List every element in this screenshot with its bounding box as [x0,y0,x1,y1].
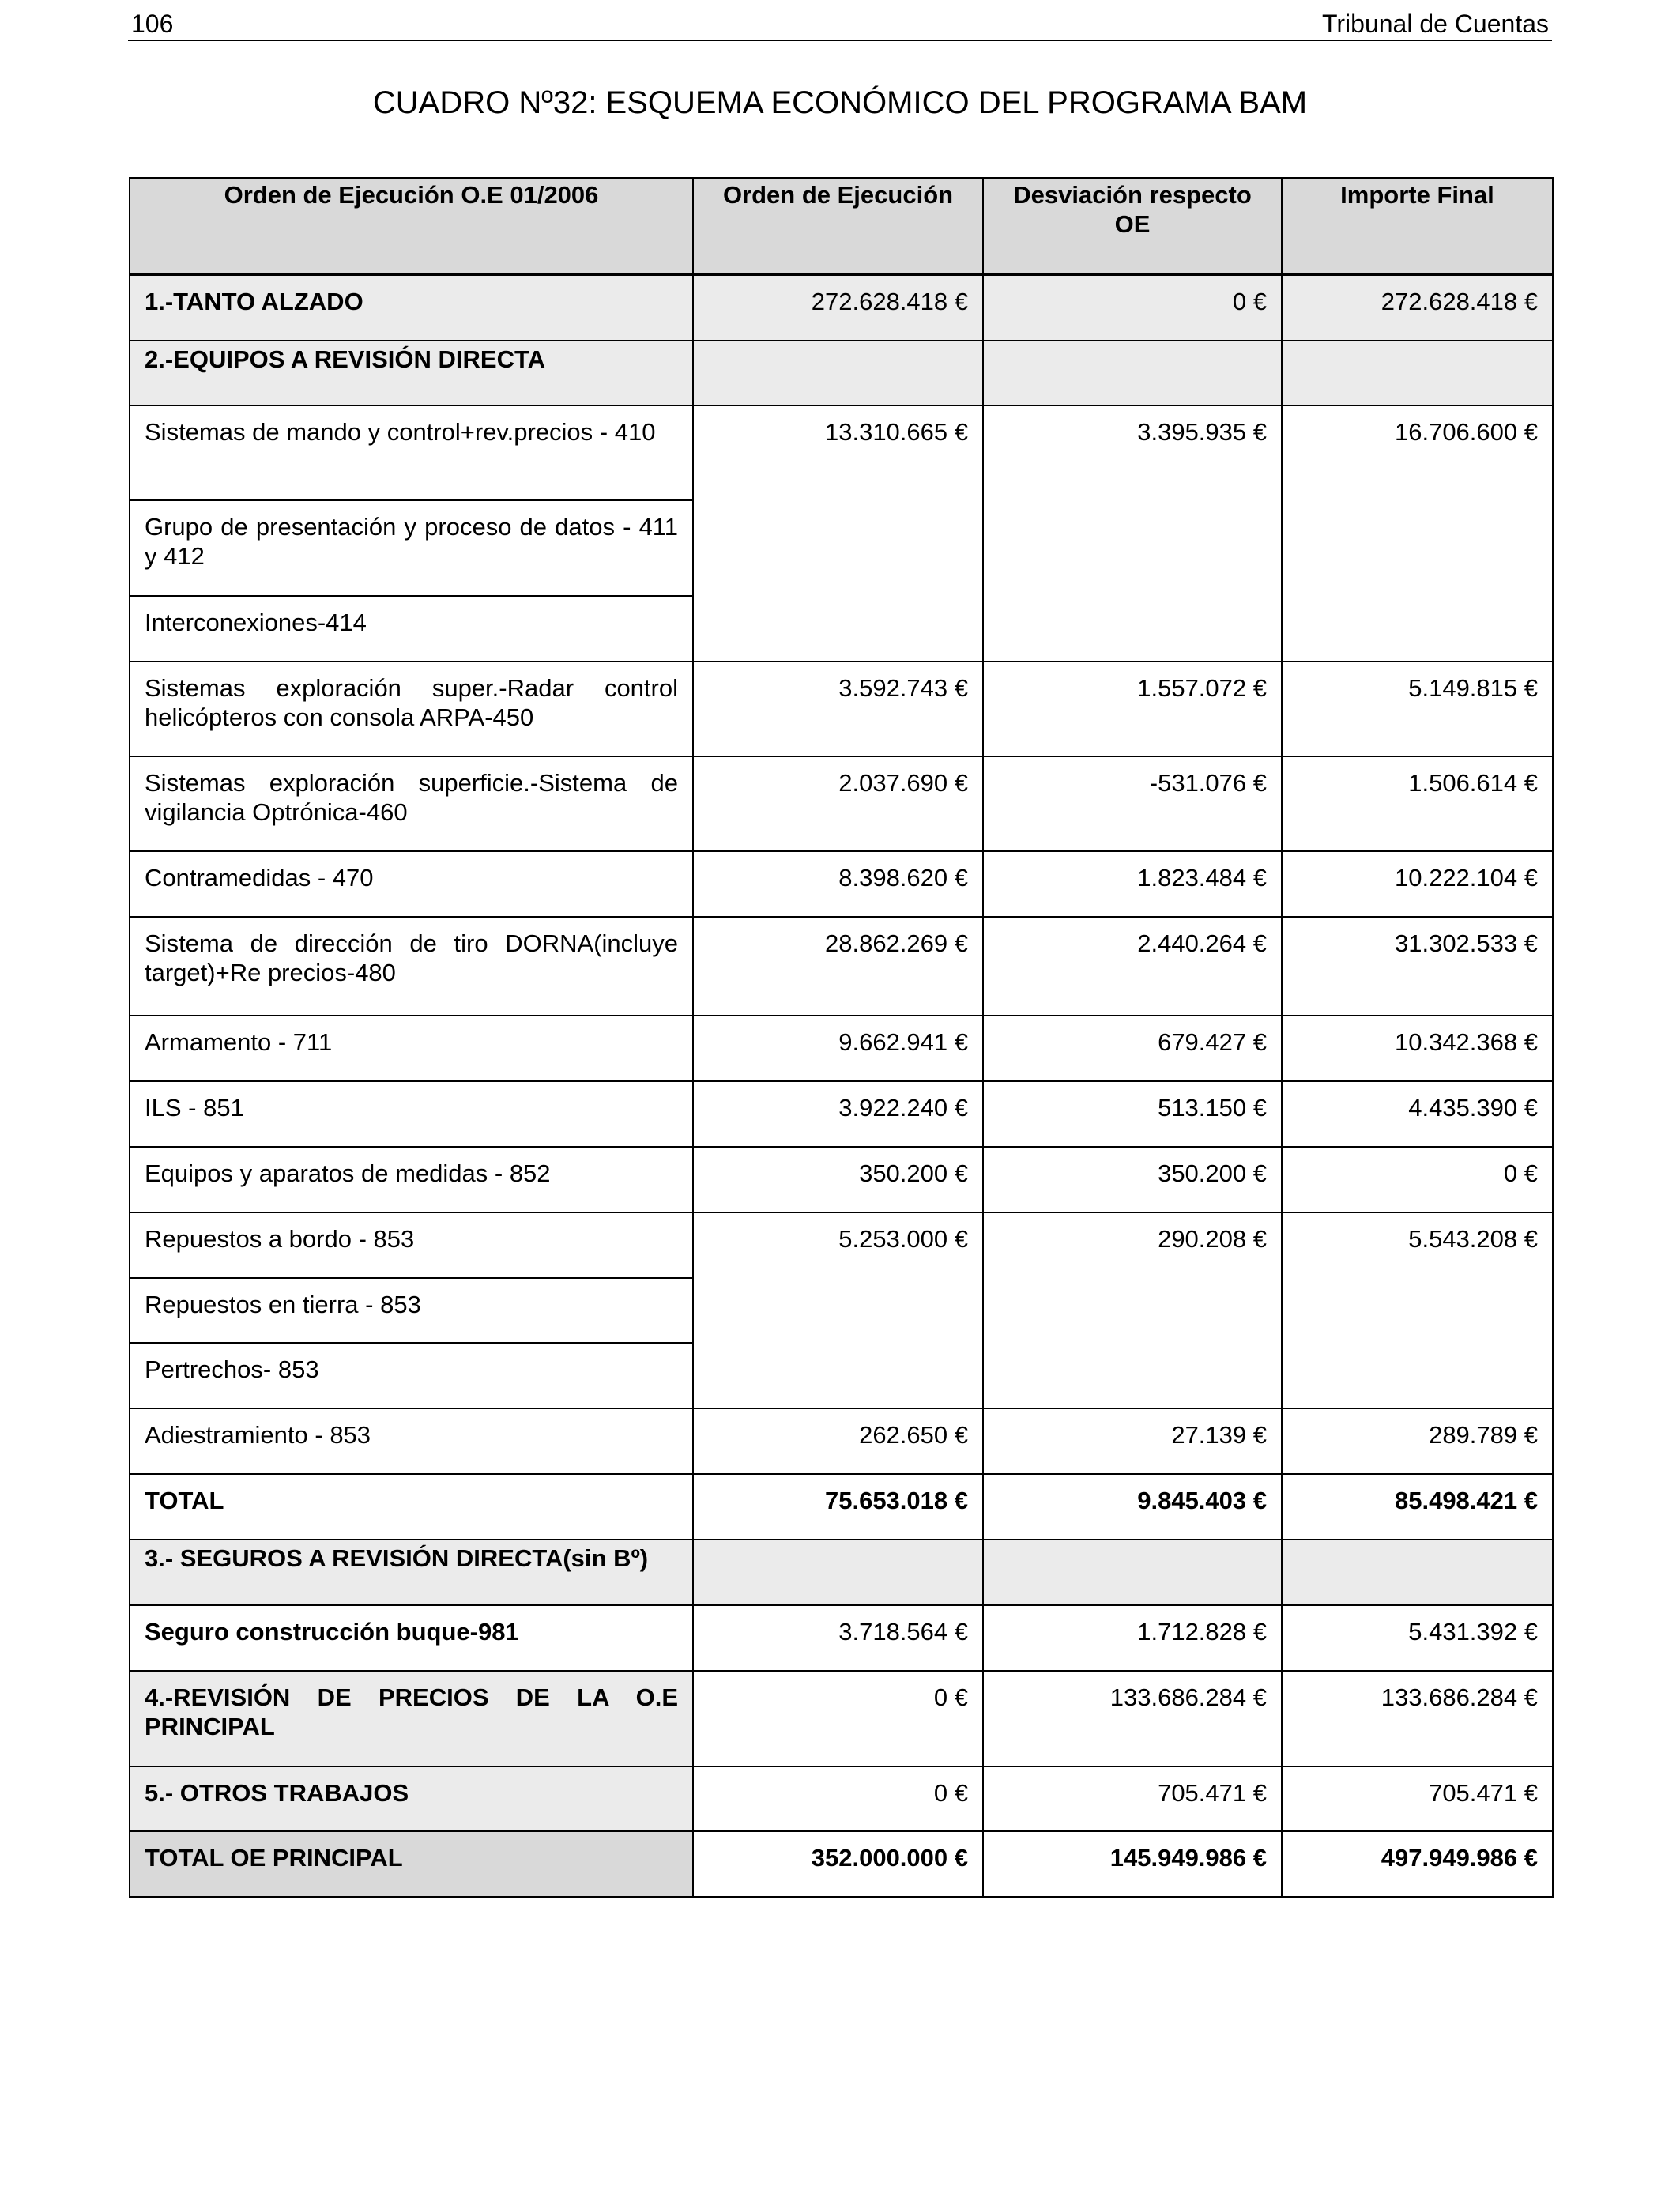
row-label: 3.- SEGUROS A REVISIÓN DIRECTA(sin Bº) [130,1540,693,1605]
orden-value: 3.718.564 € [693,1605,983,1671]
orden-value: 262.650 € [693,1408,983,1474]
table-row [130,1408,1553,1474]
desviacion-value: 9.845.403 € [983,1474,1282,1540]
orden-value: 5.253.000 € [693,1212,983,1408]
table-row [130,1147,1553,1212]
orden-value: 3.592.743 € [693,662,983,756]
desviacion-value: 679.427 € [983,1016,1282,1081]
desviacion-value: 145.949.986 € [983,1831,1282,1897]
row-label: Sistemas exploración superficie.-Sistema de vigilancia Optrónica-460 [130,756,693,851]
desviacion-value: 1.557.072 € [983,662,1282,756]
row-label: Sistemas exploración super.-Radar control helicópteros con consola ARPA-450 [130,662,693,756]
desviacion-value: 705.471 € [983,1766,1282,1831]
row-label: 5.- OTROS TRABAJOS [130,1766,693,1831]
row-label: Interconexiones-414 [130,596,693,662]
orden-value: 13.310.665 € [693,405,983,662]
row-label: Pertrechos- 853 [130,1343,693,1408]
col-header-importe: Importe Final [1282,178,1553,274]
importe-value: 4.435.390 € [1282,1081,1553,1147]
orden-value: 350.200 € [693,1147,983,1212]
orden-value: 75.653.018 € [693,1474,983,1540]
row-label: 4.-REVISIÓN DE PRECIOS DE LA O.E PRINCIPAL [130,1671,693,1766]
table-row [130,274,1553,341]
row-label: ILS - 851 [130,1081,693,1147]
orden-value: 352.000.000 € [693,1831,983,1897]
desviacion-value: 0 € [983,274,1282,341]
importe-value: 85.498.421 € [1282,1474,1553,1540]
total-row [130,1474,1553,1540]
table-row [130,1212,1553,1278]
section-header-row [130,1540,1553,1605]
row-label: Armamento - 711 [130,1016,693,1081]
economic-scheme-table [129,177,1554,1898]
table-row [130,1605,1553,1671]
row-label: TOTAL OE PRINCIPAL [130,1831,693,1897]
empty-cell [1282,341,1553,405]
row-label: Seguro construcción buque-981 [130,1605,693,1671]
orden-value: 2.037.690 € [693,756,983,851]
importe-value: 1.506.614 € [1282,756,1553,851]
row-label: Repuestos en tierra - 853 [130,1278,693,1343]
row-label: Sistemas de mando y control+rev.precios - 410 [130,405,693,500]
importe-value: 705.471 € [1282,1766,1553,1831]
importe-value: 133.686.284 € [1282,1671,1553,1766]
desviacion-value: 2.440.264 € [983,917,1282,1016]
page-number: 106 [131,9,174,38]
orden-value: 0 € [693,1766,983,1831]
desviacion-value: 1.712.828 € [983,1605,1282,1671]
row-label: Grupo de presentación y proceso de datos - 411 y 412 [130,500,693,596]
col-header-concept: Orden de Ejecución O.E 01/2006 [130,178,693,274]
orden-value: 8.398.620 € [693,851,983,917]
col-header-desviacion: Desviación respecto OE [983,178,1282,274]
desviacion-value: -531.076 € [983,756,1282,851]
row-label: 2.-EQUIPOS A REVISIÓN DIRECTA [130,341,693,405]
table-title: CUADRO Nº32: ESQUEMA ECONÓMICO DEL PROGRAMA BAM [372,85,1308,120]
col-header-orden: Orden de Ejecución [693,178,983,274]
importe-value: 5.543.208 € [1282,1212,1553,1408]
empty-cell [983,1540,1282,1605]
row-label: Sistema de dirección de tiro DORNA(incluye target)+Re precios-480 [130,917,693,1016]
importe-value: 289.789 € [1282,1408,1553,1474]
empty-cell [1282,1540,1553,1605]
empty-cell [693,341,983,405]
header-row [130,178,1553,274]
desviacion-value: 3.395.935 € [983,405,1282,662]
importe-value: 5.149.815 € [1282,662,1553,756]
importe-value: 31.302.533 € [1282,917,1553,1016]
row-label: Contramedidas - 470 [130,851,693,917]
row-label: Equipos y aparatos de medidas - 852 [130,1147,693,1212]
desviacion-value: 133.686.284 € [983,1671,1282,1766]
orden-value: 0 € [693,1671,983,1766]
importe-value: 272.628.418 € [1282,274,1553,341]
row-label: 1.-TANTO ALZADO [130,274,693,341]
desviacion-value: 350.200 € [983,1147,1282,1212]
orden-value: 3.922.240 € [693,1081,983,1147]
publisher-name: Tribunal de Cuentas [1322,9,1549,38]
desviacion-value: 290.208 € [983,1212,1282,1408]
desviacion-value: 513.150 € [983,1081,1282,1147]
empty-cell [983,341,1282,405]
row-label: Repuestos a bordo - 853 [130,1212,693,1278]
importe-value: 10.342.368 € [1282,1016,1553,1081]
table-row [130,917,1553,1016]
importe-value: 10.222.104 € [1282,851,1553,917]
empty-cell [693,1540,983,1605]
table-row [130,851,1553,917]
desviacion-value: 1.823.484 € [983,851,1282,917]
grand-total-row [130,1831,1553,1897]
importe-value: 497.949.986 € [1282,1831,1553,1897]
orden-value: 272.628.418 € [693,274,983,341]
table-row [130,756,1553,851]
table-row [130,1671,1553,1766]
table-row [130,1081,1553,1147]
table-row [130,662,1553,756]
page-header [128,5,1552,41]
row-label: TOTAL [130,1474,693,1540]
importe-value: 5.431.392 € [1282,1605,1553,1671]
table-row [130,1016,1553,1081]
orden-value: 9.662.941 € [693,1016,983,1081]
section-header-row [130,341,1553,405]
table-row [130,405,1553,500]
row-label: Adiestramiento - 853 [130,1408,693,1474]
orden-value: 28.862.269 € [693,917,983,1016]
importe-value: 16.706.600 € [1282,405,1553,662]
table-row [130,1766,1553,1831]
desviacion-value: 27.139 € [983,1408,1282,1474]
importe-value: 0 € [1282,1147,1553,1212]
